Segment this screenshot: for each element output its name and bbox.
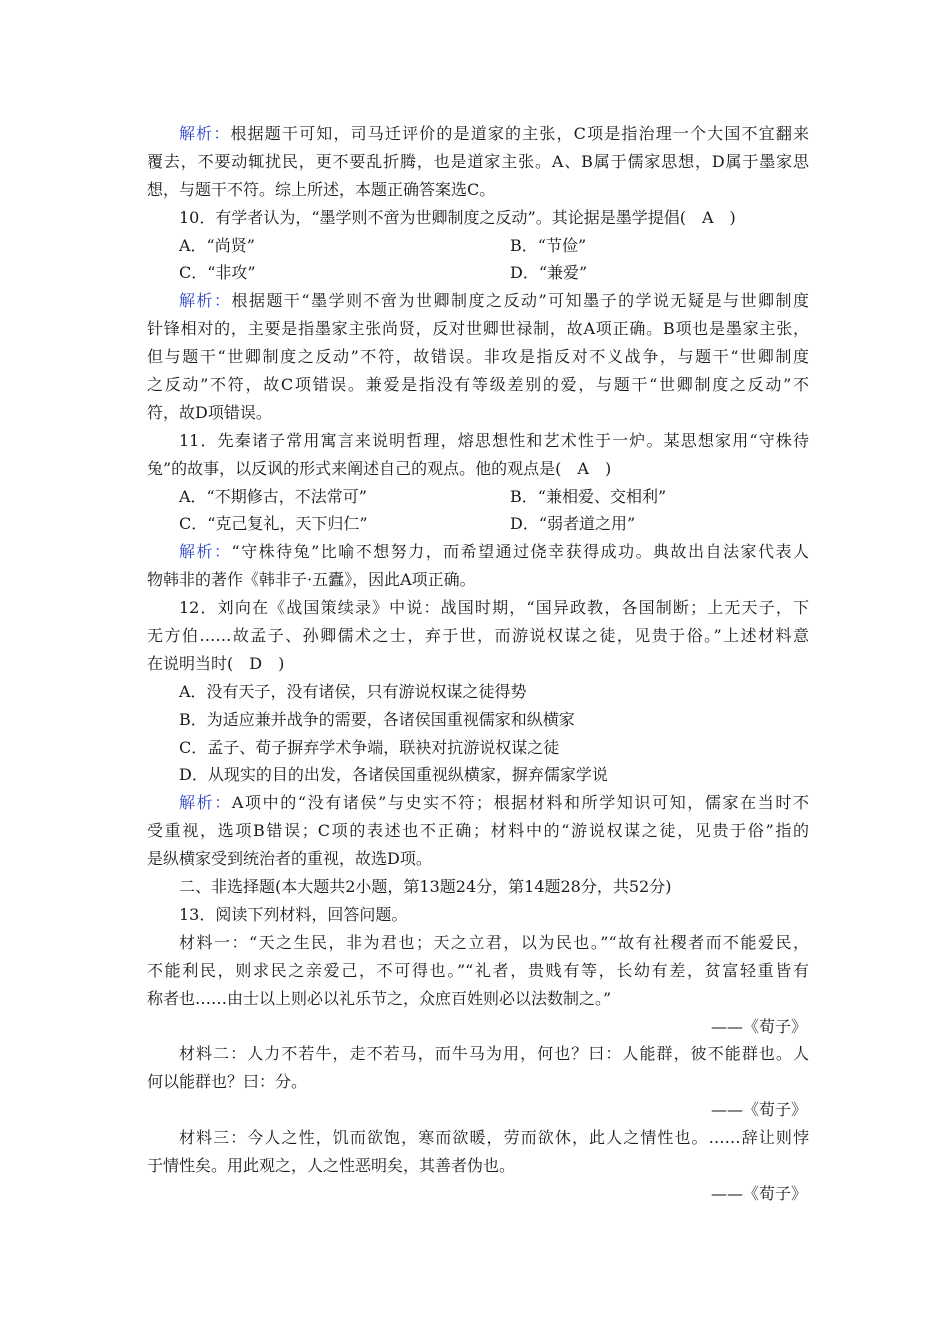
q11-analysis-line-1: 解析：“守株待兔”比喻不想努力，而希望通过侥幸获得成功。典故出自法家代表人 <box>179 542 809 562</box>
analysis-label: 解析： <box>179 124 231 143</box>
q11-stem-line-1: 11．先秦诸子常用寓言来说明哲理，熔思想性和艺术性于一炉。某思想家用“守株待 <box>179 430 809 450</box>
q9-analysis-line-3: 想，与题干不符。综上所述，本题正确答案选C。 <box>147 179 496 199</box>
q10-analysis-line-2: 针锋相对的，主要是指墨家主张尚贤，反对世卿世禄制，故A项正确。B项也是墨家主张， <box>147 319 809 339</box>
analysis-label: 解析： <box>179 291 232 311</box>
q10-analysis-line-4: 之反动”不符，故C项错误。兼爱是指没有等级差别的爱，与题干“世卿制度之反动”不 <box>147 375 809 395</box>
q11-option-c: C．“克己复礼，天下归仁” <box>179 514 368 534</box>
q10-analysis-line-1: 解析：根据题干“墨学则不啻为世卿制度之反动”可知墨子的学说无疑是与世卿制度 <box>179 291 809 311</box>
q13-material3-source: ——《荀子》 <box>710 1183 807 1203</box>
q10-analysis-line-5: 符，故D项错误。 <box>147 402 272 422</box>
q11-option-b: B．“兼相爱、交相利” <box>510 486 667 506</box>
q13-material2-line-1: 材料二：人力不若牛，走不若马，而牛马为用，何也？曰：人能群，彼不能群也。人 <box>179 1044 809 1064</box>
q12-analysis-line-2: 受重视，选项B错误；C项的表述也不正确；材料中的“游说权谋之徒，见贵于俗”指的 <box>147 821 809 841</box>
q10-analysis-line-3: 但与题干“世卿制度之反动”不符，故错误。非攻是指反对不义战争，与题干“世卿制度 <box>147 347 809 367</box>
q10-options-row-1 <box>147 232 809 260</box>
q11-analysis-line-2: 物韩非的著作《韩非子·五蠹》，因此A项正确。 <box>147 570 476 590</box>
q13-material1-line-1: 材料一：“天之生民，非为君也；天之立君，以为民也。”“故有社稷者而不能爱民， <box>179 932 809 952</box>
q10-option-c: C．“非攻” <box>179 263 256 283</box>
page-content <box>147 120 809 1208</box>
q13-material1-source: ——《荀子》 <box>710 1016 807 1036</box>
q12-option-c: C．孟子、荀子摒弃学术争端，联袂对抗游说权谋之徒 <box>179 737 560 757</box>
q12-option-b: B．为适应兼并战争的需要，各诸侯国重视儒家和纵横家 <box>179 709 575 729</box>
q11-option-a: A．“不期修古，不法常可” <box>179 486 367 506</box>
q11-option-d: D．“弱者道之用” <box>510 514 636 534</box>
q11-options-row-2 <box>147 510 809 538</box>
q9-analysis-line-1: 解析：根据题干可知，司马迁评价的是道家的主张，C项是指治理一个大国不宜翻来 <box>179 124 809 143</box>
q10-stem: 10．有学者认为，“墨学则不啻为世卿制度之反动”。其论据是墨学提倡( A ) <box>179 207 736 227</box>
section-heading: 二、非选择题(本大题共2小题，第13题24分，第14题28分，共52分) <box>179 877 672 897</box>
analysis-label: 解析： <box>179 793 232 813</box>
q12-stem-line-2: 无方伯……故孟子、孙卿儒术之士，弃于世，而游说权谋之徒，见贵于俗。”上述材料意 <box>147 626 809 646</box>
q12-option-d: D．从现实的目的出发，各诸侯国重视纵横家，摒弃儒家学说 <box>179 765 608 785</box>
q13-stem: 13．阅读下列材料，回答问题。 <box>179 904 408 924</box>
q12-stem-line-1: 12．刘向在《战国策续录》中说：战国时期，“国异政教，各国制断；上无天子，下 <box>179 598 809 618</box>
q12-stem-line-3: 在说明当时( D ) <box>147 653 285 673</box>
q11-stem-line-2: 兔”的故事，以反讽的形式来阐述自己的观点。他的观点是( A ) <box>147 458 612 478</box>
q11-options-row-1 <box>147 483 809 511</box>
q13-material3-line-1: 材料三：今人之性，饥而欲饱，寒而欲暖，劳而欲休，此人之情性也。……辞让则悖 <box>179 1128 809 1148</box>
q10-option-b: B．“节俭” <box>510 235 587 255</box>
q13-material2-source: ——《荀子》 <box>710 1100 807 1120</box>
q10-option-a: A．“尚贤” <box>179 235 255 255</box>
q12-analysis-line-3: 是纵横家受到统治者的重视，故选D项。 <box>147 849 432 869</box>
analysis-label: 解析： <box>179 542 232 562</box>
q13-material3-line-2: 于情性矣。用此观之，人之性恶明矣，其善者伪也。 <box>147 1155 516 1175</box>
q9-analysis-line-2: 覆去，不要动辄扰民，更不要乱折腾，也是道家主张。A、B属于儒家思想，D属于墨家思 <box>147 151 809 171</box>
q13-material1-line-2: 不能利民，则求民之亲爱己，不可得也。”“礼者，贵贱有等，长幼有差，贫富轻重皆有 <box>147 960 809 980</box>
q13-material1-line-3: 称者也……由士以上则必以礼乐节之，众庶百姓则必以法数制之。” <box>147 988 612 1008</box>
q10-option-d: D．“兼爱” <box>510 263 588 283</box>
q12-option-a: A．没有天子，没有诸侯，只有游说权谋之徒得势 <box>179 681 527 701</box>
q13-material2-line-2: 何以能群也？曰：分。 <box>147 1072 308 1092</box>
q10-options-row-2 <box>147 259 809 287</box>
q12-analysis-line-1: 解析：A项中的“没有诸侯”与史实不符；根据材料和所学知识可知，儒家在当时不 <box>179 793 809 813</box>
